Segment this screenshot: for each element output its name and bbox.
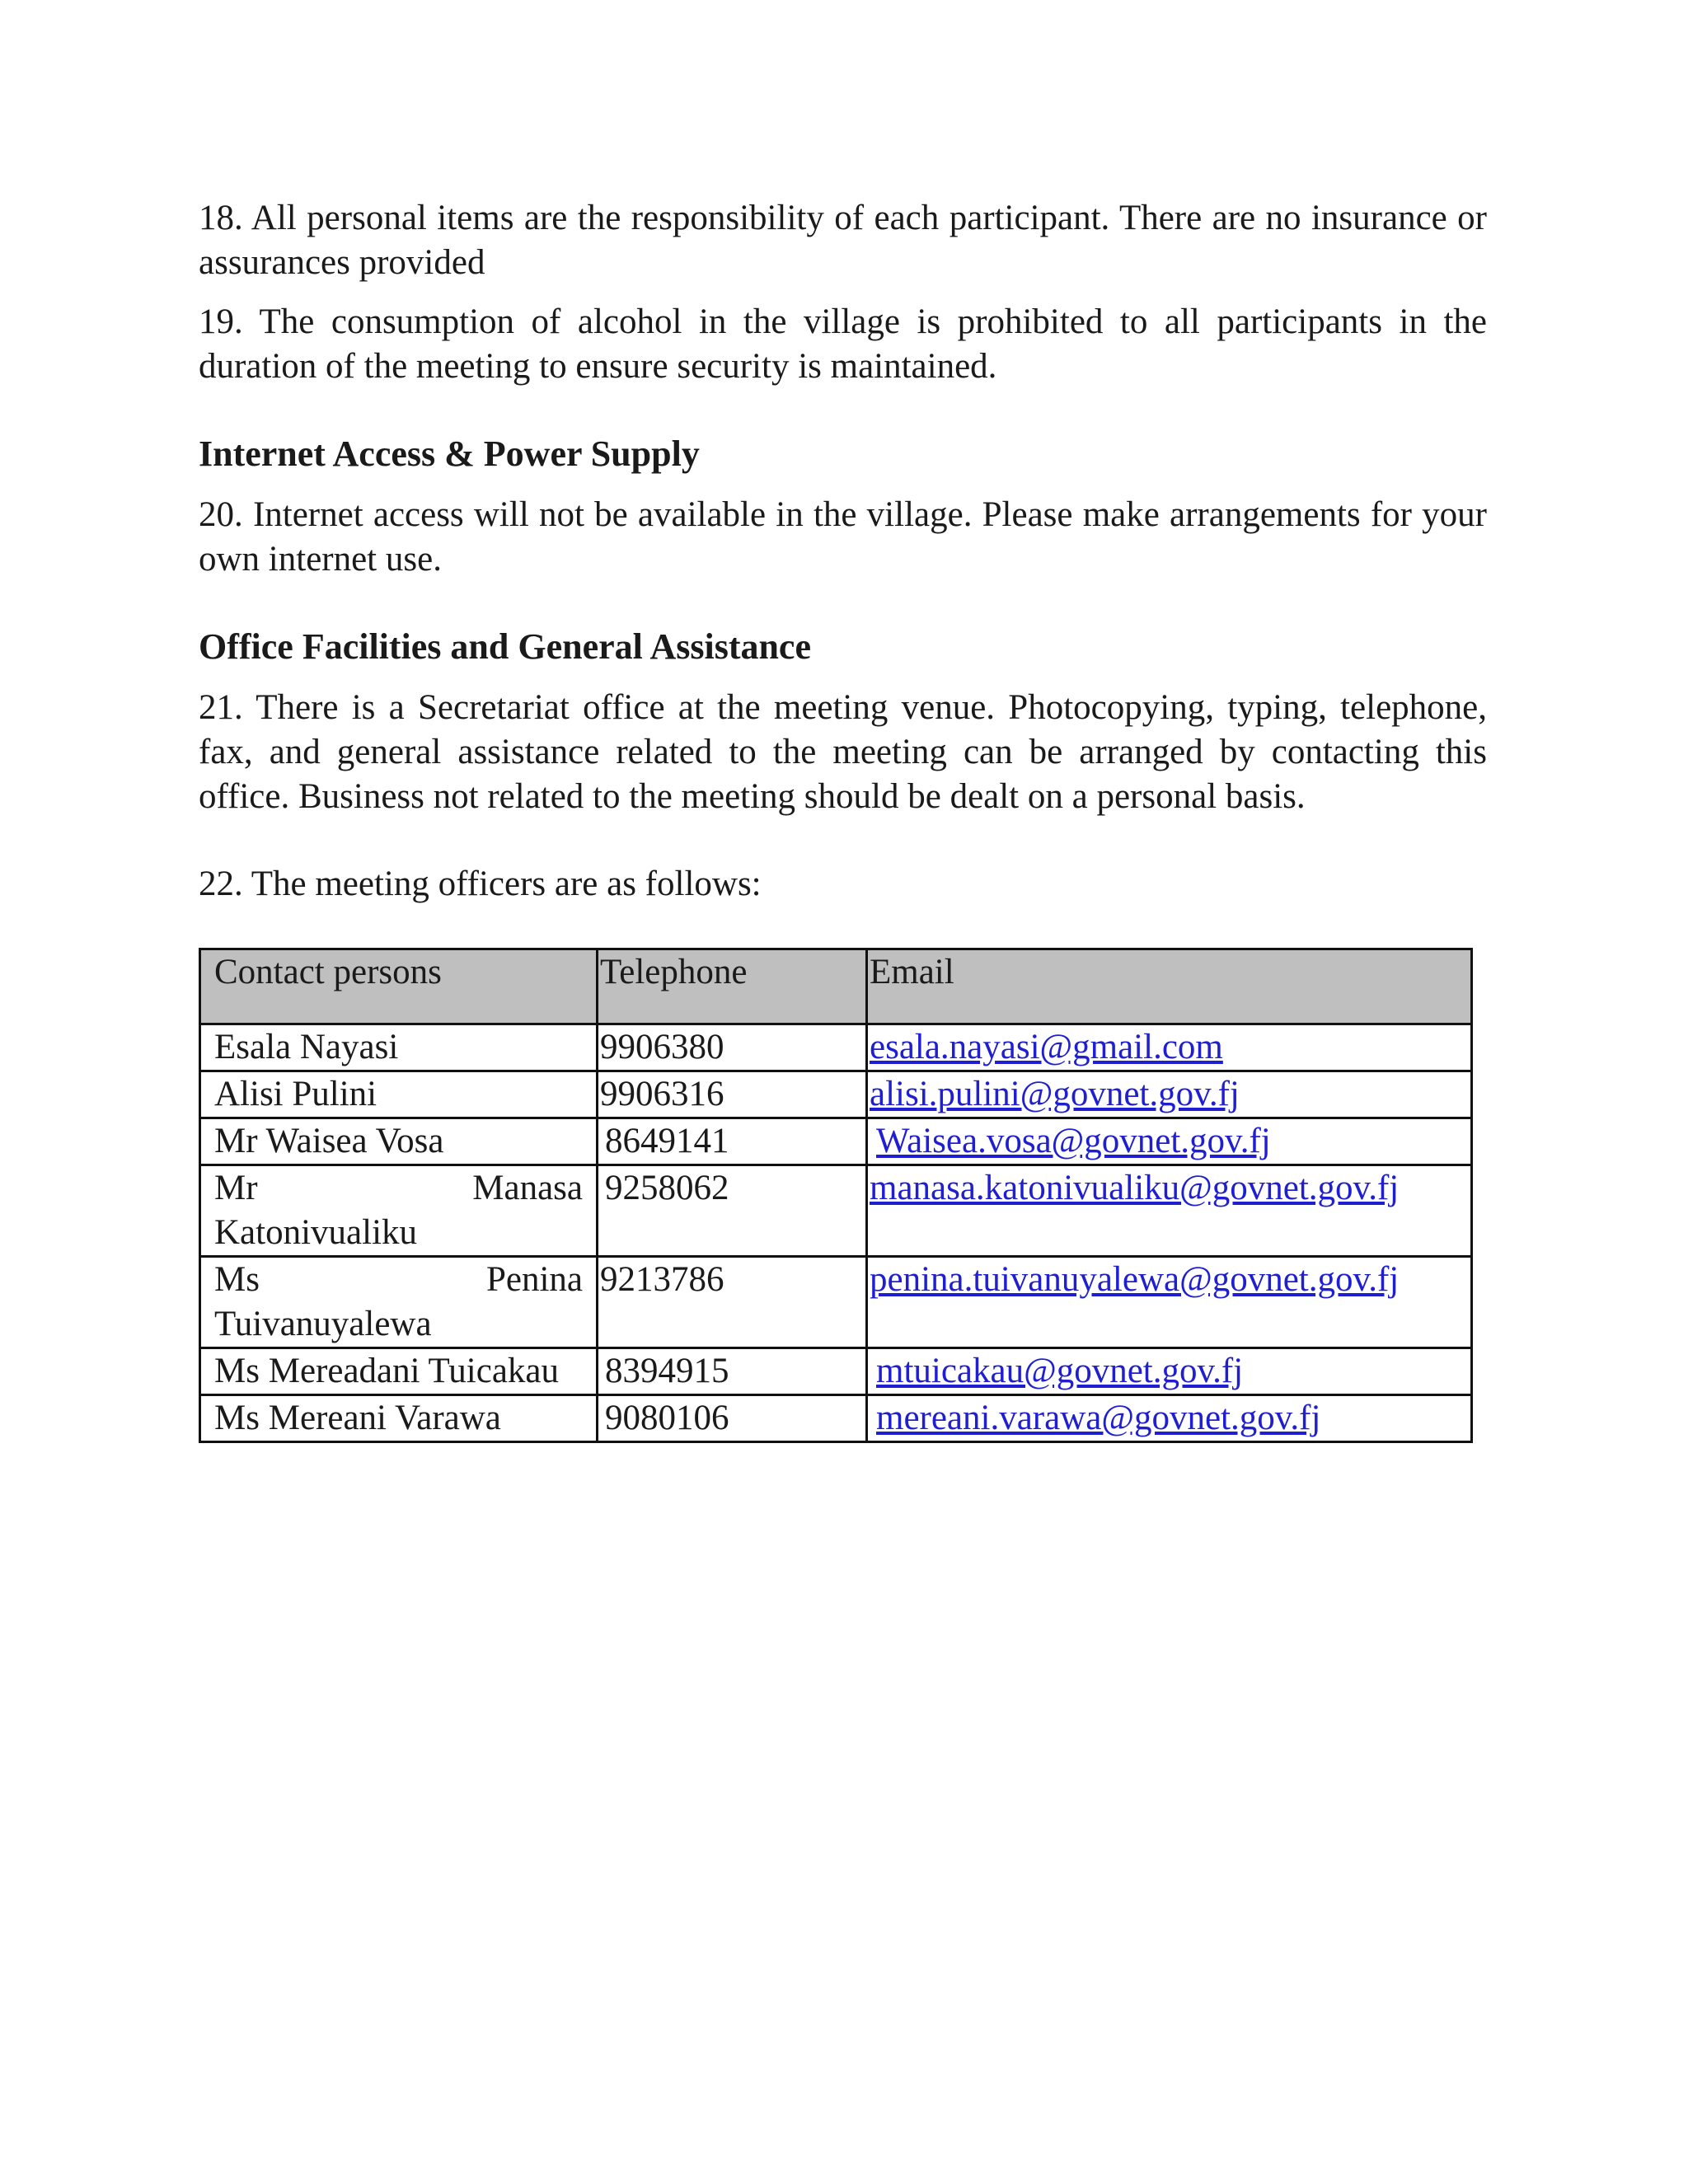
contact-name: Mr Waisea Vosa <box>200 1118 598 1165</box>
table-row <box>200 1348 1472 1395</box>
contact-telephone: 9080106 <box>598 1395 867 1442</box>
contact-email-link[interactable]: mereani.varawa@govnet.gov.fj <box>876 1399 1321 1437</box>
contact-email-cell <box>867 1348 1472 1395</box>
contact-email-link[interactable]: manasa.katonivualiku@govnet.gov.fj <box>870 1169 1400 1207</box>
table-row <box>200 1257 1472 1348</box>
contact-email-link[interactable]: mtuicakau@govnet.gov.fj <box>876 1352 1244 1390</box>
table-row <box>200 1024 1472 1071</box>
header-telephone: Telephone <box>598 949 867 1024</box>
paragraph-18: 18. All personal items are the responsibility of each participant. There are no insurance or assurances provided <box>199 199 1487 282</box>
paragraph-20: 20. Internet access will not be available in the village. Please make arrangements for your own internet use. <box>199 495 1487 579</box>
contact-telephone: 8394915 <box>598 1348 867 1395</box>
document-page <box>199 196 1487 1443</box>
contact-email-cell <box>867 1024 1472 1071</box>
contact-name: Ms Mereadani Tuicakau <box>200 1348 598 1395</box>
contact-email-cell <box>867 1395 1472 1442</box>
paragraph-19: 19. The consumption of alcohol in the village is prohibited to all participants in the duration of the meeting to ensure security is maintained. <box>199 302 1487 386</box>
heading-office-facilities: Office Facilities and General Assistance <box>199 626 811 667</box>
contact-email-cell <box>867 1071 1472 1118</box>
contact-name: Ms Mereani Varawa <box>200 1395 598 1442</box>
contact-email-link[interactable]: penina.tuivanuyalewa@govnet.gov.fj <box>870 1260 1400 1299</box>
contact-email-link[interactable]: esala.nayasi@gmail.com <box>870 1028 1223 1066</box>
paragraph-22: 22. The meeting officers are as follows: <box>199 865 762 903</box>
header-contact-persons: Contact persons <box>200 949 598 1024</box>
contact-name: Alisi Pulini <box>200 1071 598 1118</box>
header-email: Email <box>867 949 1472 1024</box>
paragraph-21: 21. There is a Secretariat office at the meeting venue. Photocopying, typing, telephone, fax, and general assistance related to the meeting can be arranged by contacting this office. Business not related to the meeting should be dealt on a personal basis. <box>199 688 1487 816</box>
table-row <box>200 1395 1472 1442</box>
contact-name: Mr Manasa Katonivualiku <box>200 1165 598 1257</box>
contact-name: Esala Nayasi <box>200 1024 598 1071</box>
table-row <box>200 1118 1472 1165</box>
contact-email-cell <box>867 1257 1472 1348</box>
contact-telephone: 8649141 <box>598 1118 867 1165</box>
table-row <box>200 1165 1472 1257</box>
contact-email-link[interactable]: alisi.pulini@govnet.gov.fj <box>870 1075 1240 1113</box>
meeting-officers-table <box>199 948 1473 1443</box>
table-row <box>200 1071 1472 1118</box>
contact-email-link[interactable]: Waisea.vosa@govnet.gov.fj <box>876 1122 1271 1160</box>
heading-internet-access: Internet Access & Power Supply <box>199 434 700 474</box>
contact-email-cell <box>867 1165 1472 1257</box>
contact-email-cell <box>867 1118 1472 1165</box>
contact-telephone: 9258062 <box>598 1165 867 1257</box>
contact-telephone: 9906380 <box>598 1024 867 1071</box>
contact-telephone: 9906316 <box>598 1071 867 1118</box>
contact-telephone: 9213786 <box>598 1257 867 1348</box>
contact-name: Ms Penina Tuivanuyalewa <box>200 1257 598 1348</box>
table-header-row <box>200 949 1472 1024</box>
